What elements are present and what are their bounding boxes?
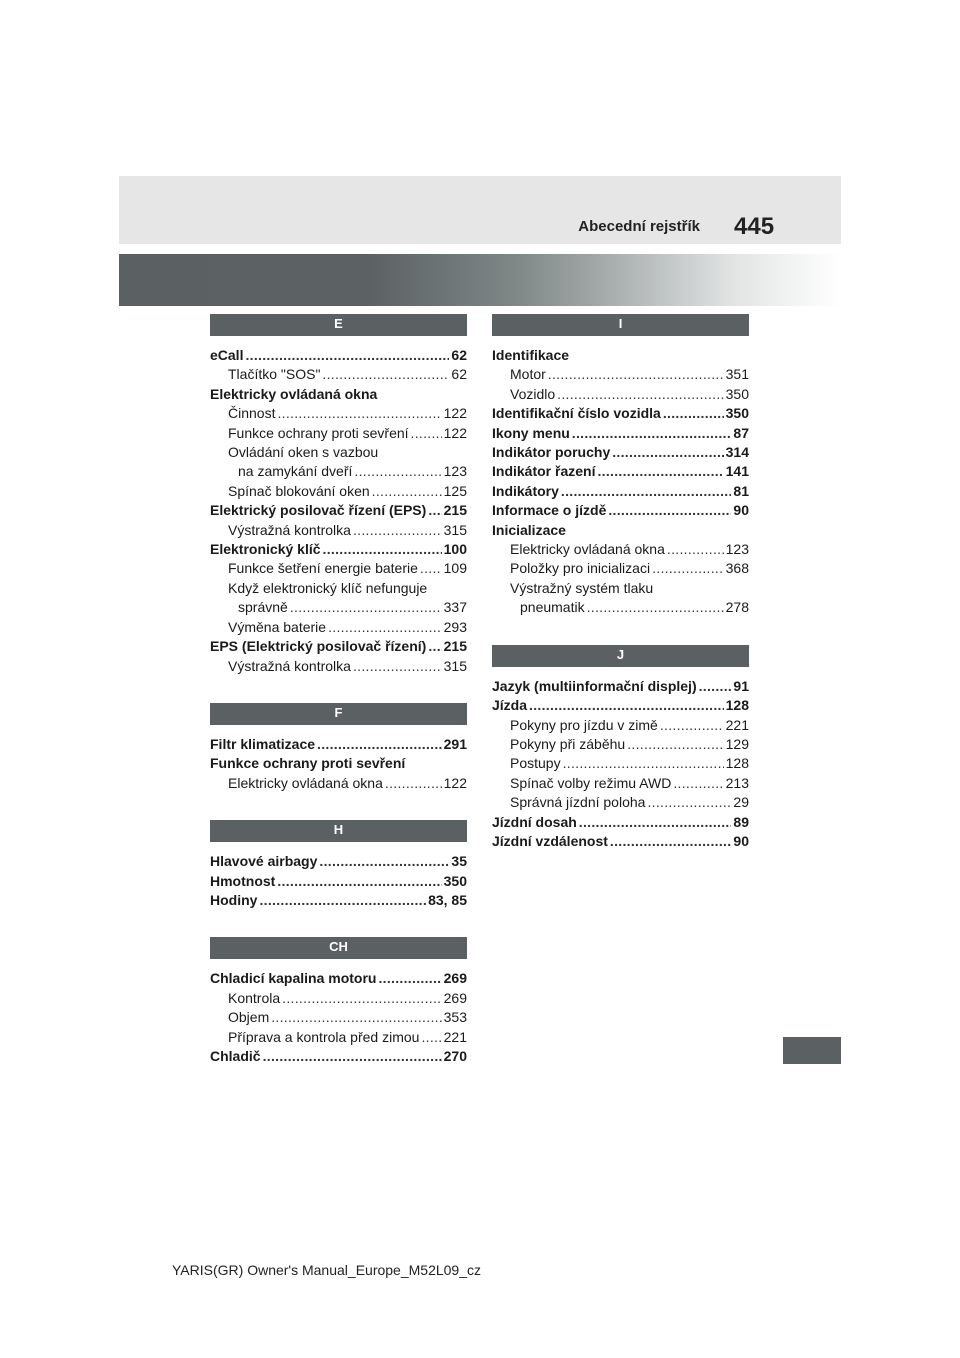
entry-page-number: 90 (733, 502, 749, 519)
index-subentry[interactable] (492, 365, 749, 384)
entry-page-number: 315 (443, 657, 467, 674)
dot-leader (353, 521, 442, 540)
entry-page-number: 293 (443, 618, 467, 635)
letter-heading: E (210, 314, 467, 336)
dot-leader (627, 735, 723, 754)
chapter-side-tab (783, 1037, 841, 1064)
entry-text: Elektricky ovládaná okna (510, 541, 665, 558)
entry-page-number: 100 (443, 541, 467, 558)
index-subentry[interactable] (210, 365, 467, 384)
entry-page-number: 122 (443, 405, 467, 422)
entry-text: Indikátor poruchy (492, 444, 611, 461)
index-entry[interactable] (492, 521, 749, 540)
index-subentry[interactable] (492, 385, 749, 404)
letter-heading: H (210, 820, 467, 842)
entry-text: Hodiny (210, 891, 258, 908)
dot-leader (647, 793, 731, 812)
entry-page-number: 350 (725, 405, 749, 422)
dot-leader (561, 482, 732, 501)
index-subentry[interactable] (210, 559, 467, 578)
entry-page-number: 278 (725, 599, 749, 616)
entry-text: Indikátor řazení (492, 463, 596, 480)
entry-text: Chladicí kapalina motoru (210, 970, 377, 987)
entry-text: Funkce ochrany proti sevření (228, 424, 409, 441)
dot-leader (557, 385, 723, 404)
entry-text: Inicializace (492, 521, 566, 538)
index-subentry[interactable] (210, 462, 467, 481)
index-entry[interactable] (210, 540, 467, 559)
entry-page-number: 122 (443, 774, 467, 791)
index-entry[interactable] (492, 346, 749, 365)
index-subentry[interactable] (210, 482, 467, 501)
section-title: Abecední rejstřík (578, 218, 700, 235)
index-entry[interactable] (492, 424, 749, 443)
dot-leader (579, 813, 732, 832)
entry-text: správně (238, 599, 288, 616)
entry-text: Pokyny při záběhu (510, 735, 626, 752)
dot-leader (428, 501, 441, 520)
entry-text: Kontrola (228, 989, 281, 1006)
entry-page-number: 315 (443, 521, 467, 538)
index-subentry[interactable] (210, 774, 467, 793)
entry-page-number: 353 (443, 1009, 467, 1026)
index-entry[interactable] (492, 482, 749, 501)
index-entry[interactable] (492, 462, 749, 481)
index-subentry[interactable] (210, 989, 467, 1008)
index-entry[interactable] (210, 735, 467, 754)
index-entry[interactable] (492, 443, 749, 462)
entry-text: Funkce ochrany proti sevření (210, 755, 406, 772)
entry-text: EPS (Elektrický posilovač řízení) (210, 638, 427, 655)
dot-leader (378, 969, 441, 988)
index-entry[interactable] (210, 385, 467, 404)
index-entry[interactable] (492, 832, 749, 851)
dot-leader (608, 501, 731, 520)
index-subentry[interactable] (492, 540, 749, 559)
entry-page-number: 123 (443, 463, 467, 480)
entry-text: Vozidlo (510, 385, 556, 402)
entry-page-number: 350 (725, 385, 749, 402)
entry-text: Identifikační číslo vozidla (492, 405, 661, 422)
entry-text: Spínač blokování oken (228, 482, 370, 499)
dot-leader (245, 346, 449, 365)
dot-leader (587, 598, 724, 617)
entry-page-number: 122 (443, 424, 467, 441)
dot-leader (660, 716, 724, 735)
index-subentry[interactable] (492, 716, 749, 735)
entry-text: Jízdní vzdálenost (492, 832, 608, 849)
entry-page-number: 215 (443, 638, 467, 655)
dot-leader (563, 754, 724, 773)
index-subentry[interactable] (210, 579, 467, 598)
index-entry[interactable] (210, 637, 467, 656)
entry-page-number: 29 (733, 794, 749, 811)
entry-page-number: 123 (725, 541, 749, 558)
entry-text: Elektricky ovládaná okna (210, 385, 378, 402)
index-entry[interactable] (210, 346, 467, 365)
entry-text: Elektrický posilovač řízení (EPS) (210, 502, 427, 519)
entry-text: Jízdní dosah (492, 813, 577, 830)
index-subentry[interactable] (210, 1008, 467, 1027)
entry-page-number: 109 (443, 560, 467, 577)
entry-text: na zamykání dveří (238, 463, 353, 480)
entry-text: Hlavové airbagy (210, 853, 318, 870)
index-subentry[interactable] (210, 424, 467, 443)
index-entry[interactable] (210, 872, 467, 891)
index-subentry[interactable] (492, 598, 749, 617)
index-subentry[interactable] (492, 579, 749, 598)
entry-text: Funkce šetření energie baterie (228, 560, 418, 577)
dot-leader (612, 443, 723, 462)
entry-page-number: 87 (733, 424, 749, 441)
entry-text: Výstražný systém tlaku (510, 579, 654, 596)
entry-text: Identifikace (492, 347, 570, 363)
index-subentry[interactable] (210, 443, 467, 462)
entry-text: Položky pro inicializaci (510, 560, 651, 577)
index-column-left (210, 314, 467, 1066)
entry-text: Ovládání oken s vazbou (228, 444, 379, 461)
entry-page-number: 62 (451, 347, 467, 363)
index-entry[interactable] (210, 1047, 467, 1066)
dot-leader (354, 462, 441, 481)
letter-heading: I (492, 314, 749, 336)
entry-page-number: 269 (443, 970, 467, 987)
entry-text: Správná jízdní poloha (510, 794, 646, 811)
letter-heading: J (492, 645, 749, 667)
entry-text: Výstražná kontrolka (228, 657, 351, 674)
entry-page-number: 291 (443, 735, 467, 752)
dot-leader (663, 404, 724, 423)
chapter-gradient-bar (119, 254, 841, 306)
entry-text: Chladič (210, 1047, 261, 1064)
dot-leader (317, 735, 442, 754)
entry-text: Elektronický klíč (210, 541, 321, 558)
page-number: 445 (734, 213, 775, 240)
entry-page-number: 350 (443, 872, 467, 889)
entry-text: Motor (510, 366, 546, 383)
dot-leader (271, 1008, 441, 1027)
dot-leader (290, 598, 442, 617)
index-subentry[interactable] (210, 1028, 467, 1047)
index-subentry[interactable] (210, 657, 467, 676)
entry-page-number: 269 (443, 989, 467, 1006)
entry-page-number: 141 (725, 463, 749, 480)
index-entry[interactable] (210, 501, 467, 520)
dot-leader (673, 774, 723, 793)
entry-text: Výměna baterie (228, 618, 327, 635)
entry-text: Informace o jízdě (492, 502, 607, 519)
dot-leader (529, 696, 724, 715)
index-entry[interactable] (492, 677, 749, 696)
dot-leader (610, 832, 732, 851)
entry-text: Objem (228, 1009, 270, 1026)
dot-leader (322, 365, 449, 384)
index-entry[interactable] (492, 696, 749, 715)
entry-text: Jazyk (multiinformační displej) (492, 677, 697, 694)
dot-leader (319, 852, 449, 871)
entry-page-number: 213 (725, 774, 749, 791)
entry-text: Když elektronický klíč nefunguje (228, 579, 428, 596)
index-entry[interactable] (492, 404, 749, 423)
index-entry[interactable] (210, 852, 467, 871)
index-subentry[interactable] (492, 735, 749, 754)
index-entry[interactable] (492, 813, 749, 832)
entry-text: Ikony menu (492, 424, 570, 441)
entry-text: Elektricky ovládaná okna (228, 774, 383, 791)
entry-page-number: 90 (733, 832, 749, 849)
index-subentry[interactable] (210, 404, 467, 423)
entry-text: Postupy (510, 755, 561, 772)
dot-leader (420, 559, 442, 578)
dot-leader (652, 559, 724, 578)
letter-heading: CH (210, 937, 467, 959)
index-entry[interactable] (210, 891, 467, 910)
entry-text: Filtr klimatizace (210, 735, 316, 752)
dot-leader (328, 618, 442, 637)
entry-page-number: 35 (451, 853, 467, 870)
dot-leader (572, 424, 732, 443)
entry-text: Pokyny pro jízdu v zimě (510, 716, 658, 733)
dot-leader (548, 365, 724, 384)
dot-leader (421, 1028, 441, 1047)
entry-page-number: 91 (733, 677, 749, 694)
index-subentry[interactable] (210, 618, 467, 637)
index-subentry[interactable] (210, 598, 467, 617)
entry-page-number: 221 (725, 716, 749, 733)
entry-page-number: 314 (725, 444, 749, 461)
entry-text: pneumatik (520, 599, 585, 616)
dot-leader (667, 540, 724, 559)
index-subentry[interactable] (492, 559, 749, 578)
entry-text: Spínač volby režimu AWD (510, 774, 672, 791)
dot-leader (699, 677, 732, 696)
entry-page-number: 81 (733, 482, 749, 499)
dot-leader (353, 657, 442, 676)
index-subentry[interactable] (492, 774, 749, 793)
dot-leader (597, 462, 723, 481)
dot-leader (323, 540, 442, 559)
dot-leader (259, 891, 426, 910)
entry-text: Hmotnost (210, 872, 276, 889)
entry-text: Příprava a kontrola před zimou (228, 1028, 420, 1045)
entry-text: Jízda (492, 697, 528, 714)
dot-leader (277, 872, 441, 891)
dot-leader (277, 404, 441, 423)
index-entry[interactable] (492, 501, 749, 520)
dot-leader (282, 989, 441, 1008)
footer-manual-id: YARIS(GR) Owner's Manual_Europe_M52L09_cz (172, 1262, 481, 1278)
entry-page-number: 128 (725, 755, 749, 772)
entry-text: Tlačítko "SOS" (228, 366, 321, 383)
index-entry[interactable] (210, 969, 467, 988)
entry-page-number: 83, 85 (428, 891, 467, 908)
entry-page-number: 129 (725, 735, 749, 752)
index-subentry[interactable] (492, 793, 749, 812)
dot-leader (372, 482, 442, 501)
entry-text: Indikátory (492, 482, 559, 499)
entry-page-number: 89 (733, 813, 749, 830)
entry-page-number: 270 (443, 1047, 467, 1064)
entry-page-number: 351 (725, 366, 749, 383)
letter-heading: F (210, 703, 467, 725)
entry-page-number: 337 (443, 599, 467, 616)
index-column-right (492, 314, 749, 851)
entry-text: Činnost (228, 405, 276, 422)
dot-leader (428, 637, 441, 656)
dot-leader (411, 424, 442, 443)
entry-text: Výstražná kontrolka (228, 521, 351, 538)
entry-page-number: 215 (443, 502, 467, 519)
entry-page-number: 128 (725, 697, 749, 714)
entry-page-number: 221 (443, 1028, 467, 1045)
dot-leader (385, 774, 442, 793)
dot-leader (263, 1047, 442, 1066)
index-entry[interactable] (210, 754, 467, 773)
entry-page-number: 368 (725, 560, 749, 577)
entry-text: eCall (210, 347, 244, 363)
header-band (119, 176, 841, 244)
entry-page-number: 62 (451, 366, 467, 383)
entry-page-number: 125 (443, 482, 467, 499)
index-subentry[interactable] (492, 754, 749, 773)
index-subentry[interactable] (210, 521, 467, 540)
